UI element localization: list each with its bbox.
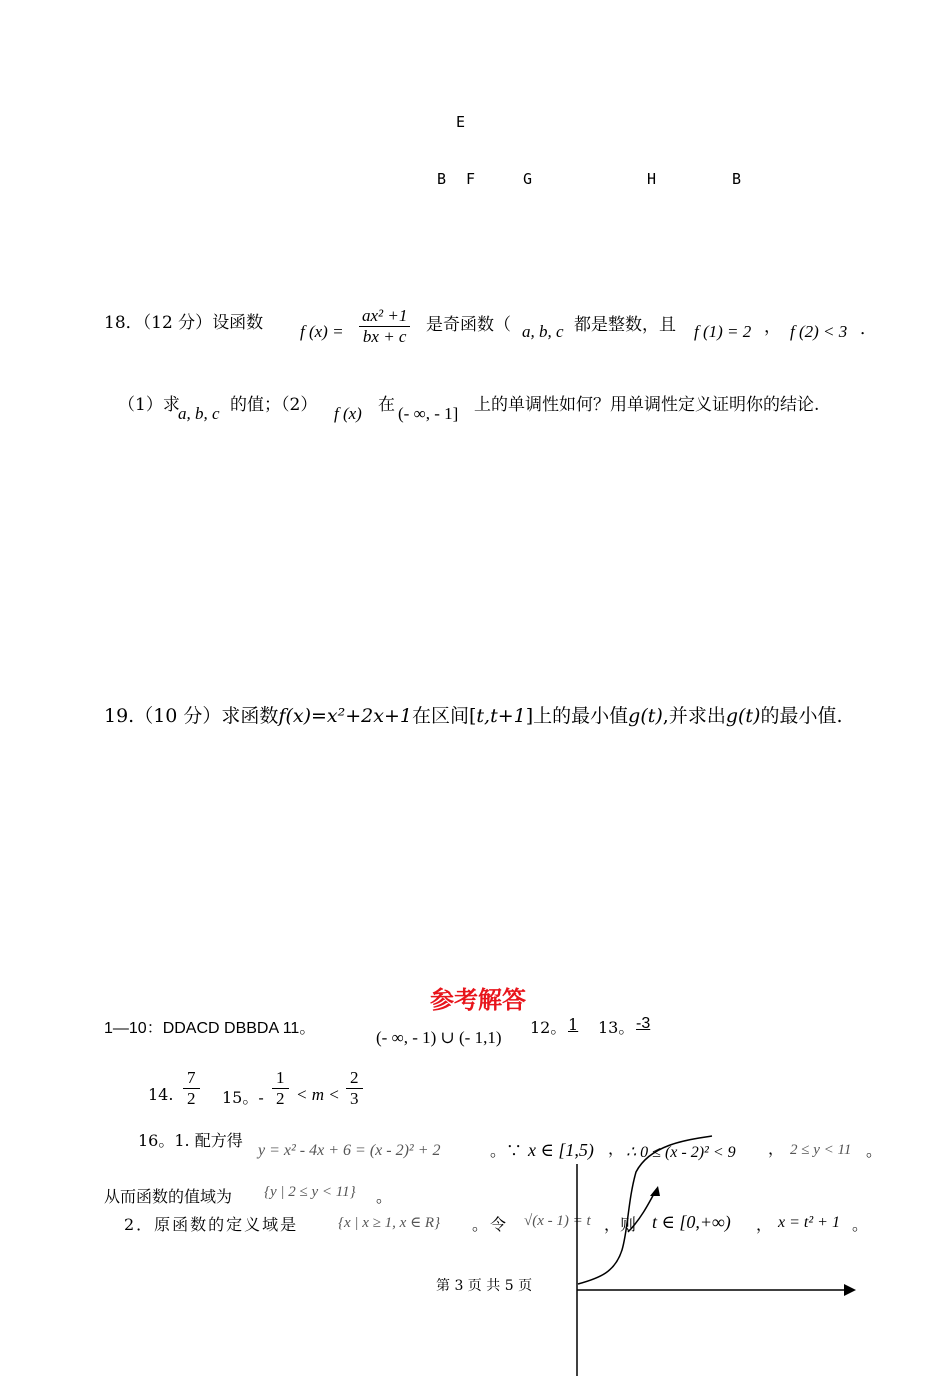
q19-text-d: ,并求出 (662, 705, 726, 727)
q18-comma: ， (764, 317, 781, 337)
answers-line1-prefix: 1—10：DDACD DBBDA 11。 (104, 1020, 316, 1037)
part2-text-a: 2．原函数的定义域是 (124, 1215, 299, 1234)
q18-f2: f (2) < 3 (790, 322, 848, 341)
answers-title: 参考解答 (430, 986, 526, 1014)
answer-16-comma2: ， (768, 1139, 785, 1158)
q19-text-e: 的最小值. (760, 705, 843, 727)
range-line-end: 。 (376, 1187, 393, 1206)
q18-end: ． (860, 319, 877, 339)
q18-all-int: 都是整数，且 (574, 315, 676, 335)
vertex-label-b2: B (732, 170, 742, 188)
sketch-curve-arrowhead (650, 1186, 660, 1196)
part2-end: 。 (852, 1215, 869, 1234)
q19-g-t: g(t) (628, 705, 663, 727)
q19-interval-var: t,t+1 (476, 705, 526, 727)
answer-14-den: 2 (183, 1088, 200, 1109)
part2-text-b: 。令 (472, 1215, 509, 1234)
q18-lead: 设函数 (212, 313, 264, 333)
q18-part2-in: 在 (378, 395, 395, 415)
answer-13-label: 13。 (598, 1018, 635, 1037)
part2-domain-set: {x | x ≥ 1, x ∈ R} (338, 1215, 441, 1231)
answer-12-value: 1 (568, 1015, 579, 1034)
answer-16-range: 2 ≤ y < 11 (790, 1142, 852, 1158)
q18-number: 18． (104, 313, 143, 333)
page-footer: 第 3 页 共 5 页 (436, 1278, 533, 1294)
answer-11: (- ∞, - 1) ∪ (- 1,1) (376, 1028, 502, 1047)
range-set: {y | 2 ≤ y < 11} (264, 1184, 356, 1200)
q19-text-b: 在区间[ (412, 705, 477, 727)
answer-16-label: 16。1. 配方得 (138, 1131, 243, 1150)
q18-denominator: bx + c (359, 326, 411, 347)
q19-text-a: （10 分）求函数 (134, 705, 279, 727)
answer-15-mid: < m < (296, 1085, 340, 1104)
part2-t-range: t ∈ [0,+∞) (652, 1212, 731, 1232)
answer-16-end: 。 (866, 1141, 883, 1160)
vertex-label-e: E (456, 113, 466, 131)
answer-15-num2: 2 (350, 1068, 359, 1087)
vertex-label-h: H (647, 170, 657, 188)
q19-text-c: ]上的最小值 (525, 705, 629, 727)
vertex-label-b: B (437, 170, 447, 188)
q18-interval: (- ∞, - 1] (398, 404, 459, 423)
q18-part2-fx: f (x) (334, 404, 362, 423)
sketch-x-arrowhead (844, 1284, 856, 1296)
q18-abc: a, b, c (522, 322, 564, 341)
answer-13-value: -3 (636, 1015, 651, 1032)
answer-16-because: 。∵ (490, 1141, 523, 1160)
answer-15-num1: 1 (276, 1068, 285, 1087)
answer-12-label: 12。 (530, 1018, 567, 1037)
q18-part2-tail: 上的单调性如何？用单调性定义证明你的结论. (474, 395, 820, 415)
part2-text-d: ， (756, 1215, 773, 1234)
q18-is-odd: 是奇函数（ (426, 315, 511, 335)
vertex-label-f: F (466, 170, 476, 188)
answer-15-den1: 2 (272, 1088, 289, 1109)
vertex-label-g: G (523, 170, 533, 188)
answer-14-label: 14. (148, 1085, 174, 1104)
q18-f-of-x: f (x) = (300, 322, 344, 341)
answer-15-den2: 3 (346, 1088, 363, 1109)
q18-part1-tail: 的值；（2） (230, 395, 318, 415)
answer-14-num: 7 (187, 1068, 196, 1087)
answer-16-comma: ， (608, 1139, 625, 1158)
q18-score: （12 分） (142, 313, 213, 333)
part2-x-expr: x = t² + 1 (778, 1214, 840, 1231)
range-line-text: 从而函数的值域为 (104, 1187, 233, 1206)
answer-16-therefore: ∴ 0 ≤ (x - 2)² < 9 (626, 1144, 736, 1161)
q18-part1-abc: a, b, c (178, 404, 220, 423)
q19-g-t2: g(t) (725, 705, 761, 727)
q18-f1: f (1) = 2 (694, 322, 752, 341)
q19-number: 19. (104, 705, 135, 727)
q19-func: f(x)=x²+2x+1 (278, 705, 412, 727)
answer-16-domain: x ∈ [1,5) (528, 1140, 594, 1160)
answer-15-label: 15。- (222, 1088, 264, 1107)
q18-part1-label: （1）求 (118, 395, 180, 415)
answer-16-expr: y = x² - 4x + 6 = (x - 2)² + 2 (258, 1142, 441, 1159)
q18-numerator: ax² +1 (362, 306, 408, 325)
sketch-curve-stroke (628, 1190, 656, 1232)
part2-text-c: ，则 (604, 1215, 637, 1234)
part2-substitution: √(x - 1) = t (524, 1213, 591, 1229)
